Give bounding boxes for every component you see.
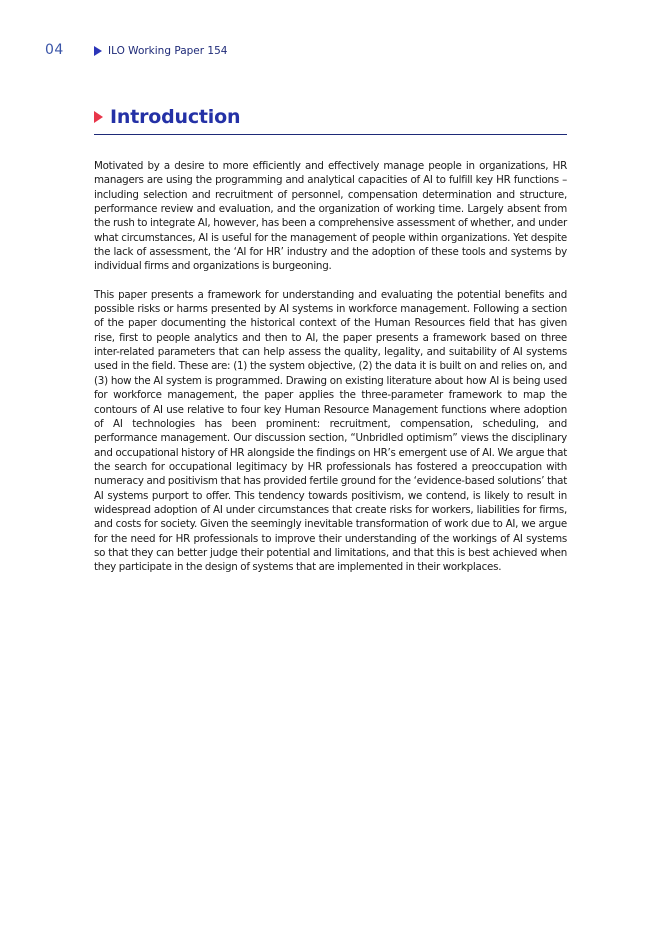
red-triangle-marker-icon	[94, 111, 103, 123]
paragraph: Motivated by a desire to more efficiently and effectively manage people in organizations, HR managers are using the programming and analytical capacities of AI to fulfill key HR functions – including selection and recruitment of personnel, compensation determination and structure, performance review and evaluation, and the organization of working time. Largely absent from the rush to integrate AI, however, has been a comprehensive assessment of whether, and under what circumstances, AI is useful for the management of people within organizations. Yet despite the lack of assessment, the ‘AI for HR’ industry and the adoption of these tools and systems by individual firms and organizations is burgeoning.	[94, 160, 567, 273]
section-heading	[94, 106, 567, 128]
running-header	[94, 45, 227, 57]
section-title: Introduction	[110, 106, 241, 128]
page-number: 04	[45, 42, 64, 58]
paragraph: This paper presents a framework for understanding and evaluating the potential benefits and possible risks or harms presented by AI systems in workforce management. Following a section of the paper documenting the historical context of the Human Resources field that has given rise, first to people analytics and then to AI, the paper presents a framework based on three inter-related parameters that can help assess the quality, legality, and suitability of AI systems used in the field. These are: (1) the system objective, (2) the data it is built on and relies on, and (3) how the AI system is programmed. Drawing on existing literature about how AI is being used for workforce management, the paper applies the three-parameter framework to map the contours of AI use relative to four key Human Resource Management functions where adoption of AI technologies has been prominent: recruitment, compensation, scheduling, and performance management. Our discussion section, “Unbridled optimism” views the disciplinary and occupational history of HR alongside the findings on HR’s emergent use of AI. We argue that the search for occupational legitimacy by HR professionals has fostered a preoccupation with numeracy and positivism that has provided fertile ground for the ‘evidence-based solutions’ that AI systems purport to offer. This tendency towards positivism, we contend, is likely to result in widespread adoption of AI under circumstances that create risks for workers, liabilities for firms, and costs for society. Given the seemingly inevitable transformation of work due to AI, we argue for the need for HR professionals to improve their understanding of the workings of AI systems so that they can better judge their potential and limitations, and that this is best achieved when they participate in the design of systems that are implemented in their workplaces.	[94, 288, 567, 574]
heading-divider	[94, 134, 567, 135]
running-title: ILO Working Paper 154	[108, 45, 228, 57]
body-text	[94, 159, 567, 589]
triangle-bullet-icon	[94, 46, 102, 56]
